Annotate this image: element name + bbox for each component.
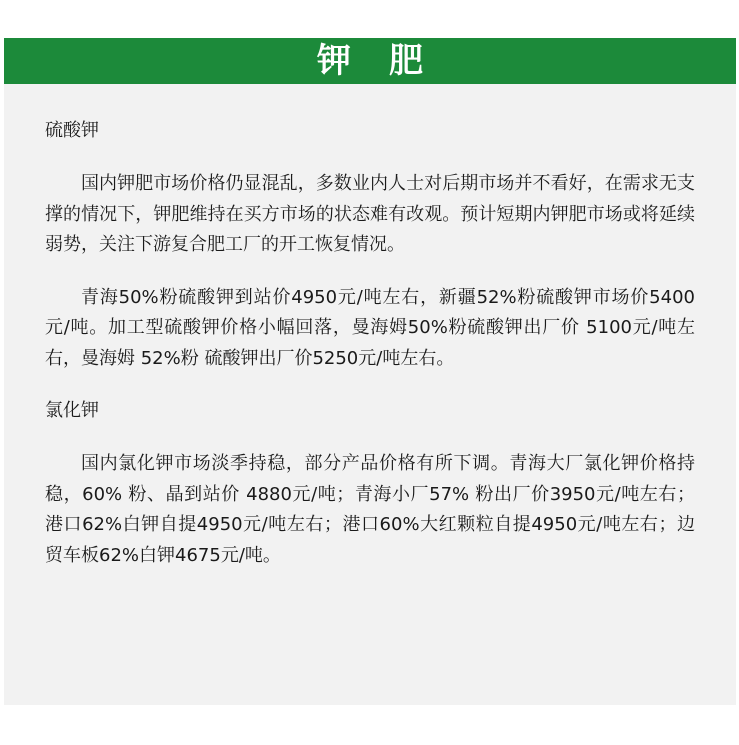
- paragraph-potassium-sulfate-prices: 青海50%粉硫酸钾到站价4950元/吨左右，新疆52%粉硫酸钾市场价5400元/吨。加工型硫酸钾价格小幅回落，曼海姆50%粉硫酸钾出厂价 5100元/吨左右，曼海姆 52%粉 硫酸钾出厂价5250元/吨左右。: [45, 286, 695, 369]
- section-heading-potassium-chloride: 氯化钾: [45, 400, 99, 421]
- paragraph-potassium-chloride-prices: 国内氯化钾市场淡季持稳，部分产品价格有所下调。青海大厂氯化钾价格持稳，60% 粉、晶到站价 4880元/吨；青海小厂57% 粉出厂价3950元/吨左右；港口62%白钾自提4950元/吨左右；港口60%大红颗粒自提4950元/吨左右；边贸车板62%白钾4675元/吨。: [45, 453, 695, 566]
- paragraph-potassium-sulfate-market: 国内钾肥市场价格仍显混乱，多数业内人士对后期市场并不看好，在需求无支撑的情况下，钾肥维持在买方市场的状态难有改观。预计短期内钾肥市场或将延续弱势，关注下游复合肥工厂的开工恢复情况。: [45, 173, 695, 255]
- section-heading-potassium-sulfate: 硫酸钾: [45, 120, 99, 141]
- section-header-bar: [4, 38, 736, 84]
- article-card: [4, 38, 736, 705]
- page-title: 钾肥: [317, 41, 461, 81]
- article-body: [45, 116, 695, 571]
